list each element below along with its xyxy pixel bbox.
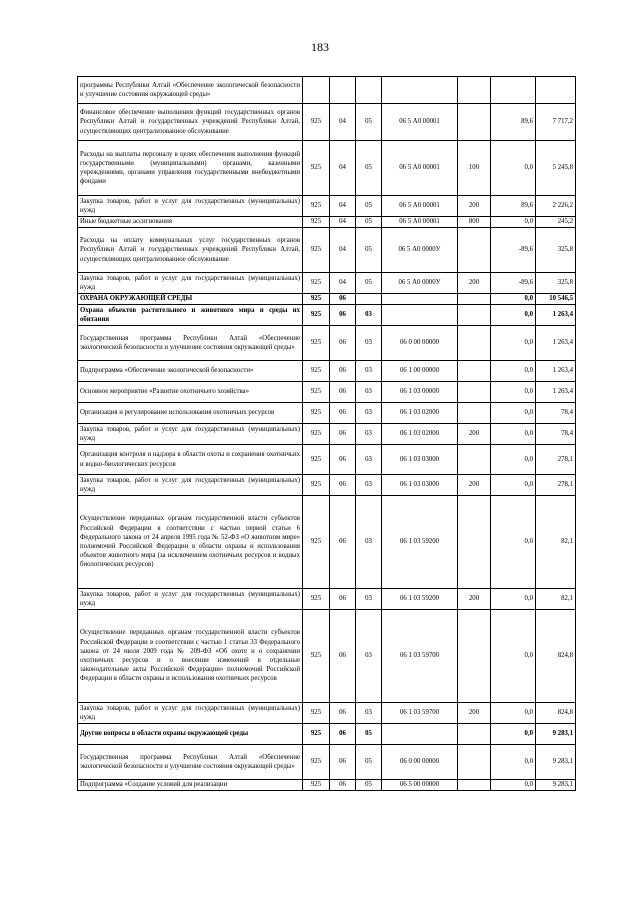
row-subsection-cell: 03 <box>356 382 382 403</box>
row-target-article-cell: 06 1 03 59700 <box>382 610 458 703</box>
row-section-cell: 06 <box>330 382 356 403</box>
table-row <box>78 217 576 228</box>
row-section-cell: 06 <box>330 496 356 589</box>
row-change-amount-cell: 0,0 <box>491 780 536 791</box>
row-ved-cell: 925 <box>303 141 330 196</box>
table-row <box>78 361 576 382</box>
row-expense-type-cell <box>458 326 491 361</box>
row-section-cell: 06 <box>330 294 356 305</box>
row-expense-type-cell <box>458 745 491 780</box>
budget-table <box>77 76 576 791</box>
row-section-cell: 04 <box>330 228 356 273</box>
row-target-article-cell: 06 1 03 00000 <box>382 382 458 403</box>
row-section-cell <box>330 77 356 104</box>
row-name-cell: Осуществление переданных органам государственной власти субъектов Российской Федерации в соответствии с частью первой статьи 6 Федерального закона от 24 апреля 1995 года № 52-ФЗ «О животном мире» полномочий Российской Федерации в области охраны и использования объектов животного мира (за исключением охотничьих ресурсов и водных биологических ресурсов) <box>78 496 303 589</box>
table-row <box>78 305 576 326</box>
row-ved-cell: 925 <box>303 104 330 141</box>
row-ved-cell: 925 <box>303 703 330 724</box>
row-total-amount-cell: 824,8 <box>536 610 576 703</box>
row-total-amount-cell: 278,1 <box>536 475 576 496</box>
row-section-cell: 04 <box>330 273 356 294</box>
row-target-article-cell: 06 0 00 00000 <box>382 326 458 361</box>
row-change-amount-cell: 0,0 <box>491 361 536 382</box>
table-row <box>78 382 576 403</box>
row-expense-type-cell: 200 <box>458 475 491 496</box>
row-expense-type-cell <box>458 403 491 424</box>
row-change-amount-cell: 89,6 <box>491 104 536 141</box>
row-name-cell: Государственная программа Республики Алтай «Обеспечение экологической безопасности и улучшение состояния окружающей среды» <box>78 326 303 361</box>
row-subsection-cell: 03 <box>356 496 382 589</box>
table-row <box>78 589 576 610</box>
table-row <box>78 104 576 141</box>
table-row <box>78 424 576 445</box>
row-section-cell: 06 <box>330 475 356 496</box>
row-section-cell: 06 <box>330 305 356 326</box>
row-name-cell: Расходы на оплату коммунальных услуг государственных органов Республики Алтай и государственных учреждений Республики Алтай, осуществляющих централизованное обслуживание <box>78 228 303 273</box>
row-name-cell: ОХРАНА ОКРУЖАЮЩЕЙ СРЕДЫ <box>78 294 303 305</box>
row-section-cell: 06 <box>330 724 356 745</box>
row-section-cell: 06 <box>330 610 356 703</box>
row-total-amount-cell: 10 546,5 <box>536 294 576 305</box>
row-ved-cell: 925 <box>303 305 330 326</box>
row-ved-cell: 925 <box>303 326 330 361</box>
row-ved-cell: 925 <box>303 273 330 294</box>
row-total-amount-cell <box>536 77 576 104</box>
row-total-amount-cell: 1 263,4 <box>536 361 576 382</box>
row-target-article-cell <box>382 305 458 326</box>
row-expense-type-cell <box>458 104 491 141</box>
row-change-amount-cell: 0,0 <box>491 703 536 724</box>
row-subsection-cell: 03 <box>356 403 382 424</box>
row-subsection-cell: 05 <box>356 228 382 273</box>
row-expense-type-cell <box>458 228 491 273</box>
row-section-cell: 06 <box>330 745 356 780</box>
row-subsection-cell <box>356 77 382 104</box>
row-ved-cell: 925 <box>303 589 330 610</box>
row-total-amount-cell: 78,4 <box>536 403 576 424</box>
row-ved-cell: 925 <box>303 403 330 424</box>
table-row <box>78 228 576 273</box>
row-total-amount-cell: 9 283,1 <box>536 745 576 780</box>
row-expense-type-cell <box>458 305 491 326</box>
row-ved-cell: 925 <box>303 217 330 228</box>
row-total-amount-cell: 1 263,4 <box>536 382 576 403</box>
row-section-cell: 04 <box>330 196 356 217</box>
row-ved-cell: 925 <box>303 496 330 589</box>
row-expense-type-cell: 200 <box>458 273 491 294</box>
row-ved-cell: 925 <box>303 382 330 403</box>
row-target-article-cell <box>382 294 458 305</box>
row-target-article-cell: 06 1 03 03000 <box>382 445 458 475</box>
row-target-article-cell: 06 1 03 59700 <box>382 703 458 724</box>
row-section-cell: 04 <box>330 217 356 228</box>
row-total-amount-cell: 9 283,1 <box>536 724 576 745</box>
row-total-amount-cell: 1 263,4 <box>536 305 576 326</box>
table-row <box>78 326 576 361</box>
table-row <box>78 273 576 294</box>
table-row <box>78 196 576 217</box>
row-ved-cell: 925 <box>303 228 330 273</box>
row-ved-cell: 925 <box>303 780 330 791</box>
row-name-cell: Закупка товаров, работ и услуг для государственных (муниципальных) нужд <box>78 424 303 445</box>
row-name-cell: Организация и регулирование использования охотничьих ресурсов <box>78 403 303 424</box>
row-expense-type-cell <box>458 445 491 475</box>
row-change-amount-cell: 0,0 <box>491 326 536 361</box>
row-ved-cell: 925 <box>303 361 330 382</box>
row-expense-type-cell <box>458 294 491 305</box>
row-total-amount-cell: 82,1 <box>536 589 576 610</box>
row-target-article-cell: 06 1 00 00000 <box>382 361 458 382</box>
row-section-cell: 06 <box>330 361 356 382</box>
table-row <box>78 475 576 496</box>
row-subsection-cell: 05 <box>356 780 382 791</box>
row-name-cell: Подпрограмма «Создание условий для реализации <box>78 780 303 791</box>
row-total-amount-cell: 78,4 <box>536 424 576 445</box>
row-expense-type-cell: 200 <box>458 196 491 217</box>
row-name-cell: Финансовое обеспечение выполнения функций государственных органов Республики Алтай и государственных учреждений Республики Алтай, осуществляющих централизованное обслуживание <box>78 104 303 141</box>
row-target-article-cell: 06 5 А0 0000У <box>382 228 458 273</box>
row-change-amount-cell: 0,0 <box>491 217 536 228</box>
row-name-cell: Расходы на выплаты персоналу в целях обеспечения выполнения функций государственными (муниципальными) органами, казенными учреждениями, органами управления государственными внебюджетными фондами <box>78 141 303 196</box>
row-target-article-cell: 06 1 03 03000 <box>382 475 458 496</box>
row-section-cell: 06 <box>330 703 356 724</box>
row-change-amount-cell: 0,0 <box>491 382 536 403</box>
row-expense-type-cell: 200 <box>458 589 491 610</box>
row-total-amount-cell: 2 226,2 <box>536 196 576 217</box>
row-section-cell: 06 <box>330 326 356 361</box>
row-target-article-cell <box>382 77 458 104</box>
row-change-amount-cell: 0,0 <box>491 141 536 196</box>
budget-table-body <box>78 77 576 791</box>
row-change-amount-cell: -89,6 <box>491 273 536 294</box>
row-subsection-cell <box>356 294 382 305</box>
row-total-amount-cell: 325,8 <box>536 228 576 273</box>
row-section-cell: 04 <box>330 104 356 141</box>
row-ved-cell: 925 <box>303 294 330 305</box>
row-name-cell: Государственная программа Республики Алтай «Обеспечение экологической безопасности и улучшение состояния окружающей среды» <box>78 745 303 780</box>
row-change-amount-cell: 0,0 <box>491 445 536 475</box>
row-target-article-cell: 06 1 03 02000 <box>382 403 458 424</box>
row-name-cell: Другие вопросы в области охраны окружающей среды <box>78 724 303 745</box>
row-section-cell: 04 <box>330 141 356 196</box>
row-subsection-cell: 05 <box>356 141 382 196</box>
row-name-cell: Осуществление переданных органам государственной власти субъектов Российской Федерации в соответствии с частью 1 статьи 33 Федерального закона от 24 июля 2009 года № 209-ФЗ «Об охоте и о сохранении охотничьих ресурсов и о внесении изменений в отдельные законодательные акты Российской Федерации» полномочий Российской Федерации в области охраны и использования охотничьих ресурсов <box>78 610 303 703</box>
row-expense-type-cell <box>458 780 491 791</box>
row-change-amount-cell: 0,0 <box>491 745 536 780</box>
table-row <box>78 724 576 745</box>
row-change-amount-cell: 0,0 <box>491 294 536 305</box>
table-row <box>78 745 576 780</box>
row-change-amount-cell: 0,0 <box>491 589 536 610</box>
row-subsection-cell: 05 <box>356 273 382 294</box>
row-subsection-cell: 05 <box>356 217 382 228</box>
row-subsection-cell: 03 <box>356 610 382 703</box>
row-total-amount-cell: 278,1 <box>536 445 576 475</box>
row-name-cell: Закупка товаров, работ и услуг для государственных (муниципальных) нужд <box>78 703 303 724</box>
row-target-article-cell: 06 1 03 59200 <box>382 496 458 589</box>
row-target-article-cell: 06 5 А0 00001 <box>382 196 458 217</box>
row-expense-type-cell <box>458 724 491 745</box>
row-subsection-cell: 05 <box>356 196 382 217</box>
table-row <box>78 610 576 703</box>
row-section-cell: 06 <box>330 589 356 610</box>
row-total-amount-cell: 1 263,4 <box>536 326 576 361</box>
row-subsection-cell: 03 <box>356 326 382 361</box>
row-name-cell: Закупка товаров, работ и услуг для государственных (муниципальных) нужд <box>78 196 303 217</box>
row-ved-cell: 925 <box>303 745 330 780</box>
row-name-cell: Организация контроля и надзора в области охоты и сохранения охотничьих и водно-биологических ресурсов <box>78 445 303 475</box>
row-change-amount-cell: 0,0 <box>491 610 536 703</box>
row-target-article-cell: 06 0 00 00000 <box>382 745 458 780</box>
table-row <box>78 445 576 475</box>
row-subsection-cell: 03 <box>356 475 382 496</box>
row-change-amount-cell: 0,0 <box>491 724 536 745</box>
row-total-amount-cell: 5 245,8 <box>536 141 576 196</box>
table-row <box>78 77 576 104</box>
row-expense-type-cell <box>458 382 491 403</box>
row-subsection-cell: 03 <box>356 305 382 326</box>
row-expense-type-cell: 800 <box>458 217 491 228</box>
row-expense-type-cell <box>458 361 491 382</box>
row-name-cell: программы Республики Алтай «Обеспечение экологической безопасности и улучшение состояния окружающей среды» <box>78 77 303 104</box>
row-change-amount-cell: 0,0 <box>491 424 536 445</box>
row-section-cell: 06 <box>330 780 356 791</box>
row-target-article-cell: 06 5 А0 0000У <box>382 273 458 294</box>
row-name-cell: Закупка товаров, работ и услуг для государственных (муниципальных) нужд <box>78 273 303 294</box>
row-change-amount-cell: 0,0 <box>491 403 536 424</box>
page-number: 183 <box>311 40 329 54</box>
row-total-amount-cell: 82,1 <box>536 496 576 589</box>
row-expense-type-cell <box>458 496 491 589</box>
row-target-article-cell: 06 5 А0 00001 <box>382 104 458 141</box>
row-ved-cell: 925 <box>303 445 330 475</box>
row-total-amount-cell: 245,2 <box>536 217 576 228</box>
row-total-amount-cell: 9 283,1 <box>536 780 576 791</box>
row-expense-type-cell <box>458 610 491 703</box>
row-section-cell: 06 <box>330 403 356 424</box>
table-row <box>78 496 576 589</box>
table-row <box>78 780 576 791</box>
row-change-amount-cell: -89,6 <box>491 228 536 273</box>
row-expense-type-cell <box>458 77 491 104</box>
row-total-amount-cell: 7 717,2 <box>536 104 576 141</box>
row-target-article-cell: 06 5 00 00000 <box>382 780 458 791</box>
row-target-article-cell <box>382 724 458 745</box>
row-subsection-cell: 05 <box>356 724 382 745</box>
row-name-cell: Охрана объектов растительного и животного мира и среды их обитания <box>78 305 303 326</box>
table-row <box>78 141 576 196</box>
row-change-amount-cell: 89,6 <box>491 196 536 217</box>
row-section-cell: 06 <box>330 424 356 445</box>
row-subsection-cell: 03 <box>356 703 382 724</box>
row-name-cell: Закупка товаров, работ и услуг для государственных (муниципальных) нужд <box>78 475 303 496</box>
row-ved-cell: 925 <box>303 196 330 217</box>
row-change-amount-cell: 0,0 <box>491 475 536 496</box>
row-subsection-cell: 05 <box>356 745 382 780</box>
row-ved-cell: 925 <box>303 424 330 445</box>
row-name-cell: Иные бюджетные ассигнования <box>78 217 303 228</box>
row-target-article-cell: 06 1 03 02000 <box>382 424 458 445</box>
row-target-article-cell: 06 5 А0 00001 <box>382 217 458 228</box>
row-change-amount-cell: 0,0 <box>491 496 536 589</box>
row-target-article-cell: 06 1 03 59200 <box>382 589 458 610</box>
row-name-cell: Основное мероприятие «Развитие охотничьего хозяйства» <box>78 382 303 403</box>
row-total-amount-cell: 325,8 <box>536 273 576 294</box>
row-subsection-cell: 03 <box>356 361 382 382</box>
row-expense-type-cell: 200 <box>458 424 491 445</box>
row-ved-cell: 925 <box>303 610 330 703</box>
row-change-amount-cell: 0,0 <box>491 305 536 326</box>
row-section-cell: 06 <box>330 445 356 475</box>
row-target-article-cell: 06 5 А0 00001 <box>382 141 458 196</box>
row-subsection-cell: 05 <box>356 104 382 141</box>
row-name-cell: Подпрограмма «Обеспечение экологической безопасности» <box>78 361 303 382</box>
table-row <box>78 703 576 724</box>
row-total-amount-cell: 824,8 <box>536 703 576 724</box>
row-subsection-cell: 03 <box>356 424 382 445</box>
row-name-cell: Закупка товаров, работ и услуг для государственных (муниципальных) нужд <box>78 589 303 610</box>
row-ved-cell: 925 <box>303 724 330 745</box>
row-change-amount-cell <box>491 77 536 104</box>
table-row <box>78 403 576 424</box>
row-expense-type-cell: 100 <box>458 141 491 196</box>
row-subsection-cell: 03 <box>356 589 382 610</box>
row-subsection-cell: 03 <box>356 445 382 475</box>
row-ved-cell <box>303 77 330 104</box>
row-expense-type-cell: 200 <box>458 703 491 724</box>
table-row <box>78 294 576 305</box>
row-ved-cell: 925 <box>303 475 330 496</box>
